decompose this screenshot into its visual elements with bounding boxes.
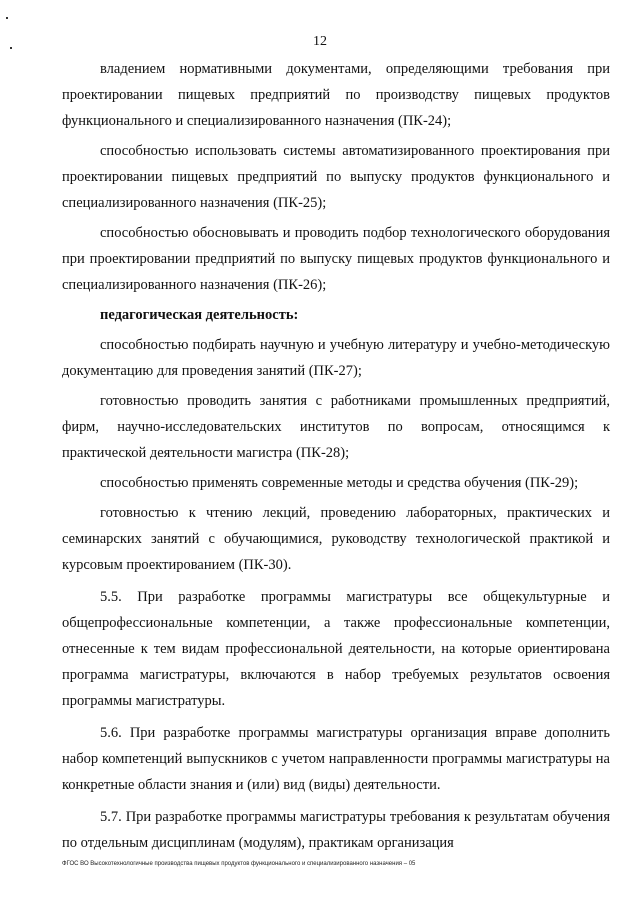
paragraph-pk29: способностью применять современные методы и средства обучения (ПК-29); <box>100 475 579 491</box>
paragraph-pk27: способностью подбирать научную и учебную литературу и учебно-методическую документацию для проведения занятий (ПК-27); <box>62 337 610 379</box>
paragraph-5-7: 5.7. При разработке программы магистратуры требования к результатам обучения по отдельным дисциплинам (модулям), практикам организация <box>62 809 610 851</box>
paragraph-pk26: способностью обосновывать и проводить подбор технологического оборудования при проектировании предприятий по выпуску пищевых продуктов функционального и специализированного назначения (ПК-26); <box>62 225 610 293</box>
paragraph-5-6: 5.6. При разработке программы магистратуры организация вправе дополнить набор компетенций выпускников с учетом направленности программы магистратуры на конкретные области знания и (или) вид (виды) деятельности. <box>62 725 610 793</box>
page-footer: ФГОС ВО Высокотехнологичные производства пищевых продуктов функционального и специализированного назначения – 05 <box>62 861 416 867</box>
paragraph-pk24: владением нормативными документами, определяющими требования при проектировании пищевых предприятий по производству пищевых продуктов функционального и специализированного назначения (ПК-24); <box>62 61 610 129</box>
paragraph-pk28: готовностью проводить занятия с работниками промышленных предприятий, фирм, научно-исследовательских институтов по вопросам, относящимся к практической деятельности магистра (ПК-28); <box>62 393 610 461</box>
page-number: 12 <box>313 34 327 49</box>
paragraph-pk25: способностью использовать системы автоматизированного проектирования при проектировании пищевых предприятий по выпуску продуктов функционального и специализированного назначения (ПК-25); <box>62 143 610 211</box>
document-body <box>62 56 610 860</box>
paragraph-pk30: готовностью к чтению лекций, проведению лабораторных, практических и семинарских занятий с обучающимися, руководству технологической практикой и курсовым проектированием (ПК-30). <box>62 505 610 573</box>
scan-speck <box>6 17 8 19</box>
paragraph-5-5: 5.5. При разработке программы магистратуры все общекультурные и общепрофессиональные компетенции, а также профессиональные компетенции, отнесенные к тем видам профессиональной деятельности, на которые ориентирована программа магистратуры, включаются в набор требуемых результатов освоения программы магистратуры. <box>62 589 610 709</box>
section-heading-pedagogical: педагогическая деятельность: <box>100 307 299 323</box>
